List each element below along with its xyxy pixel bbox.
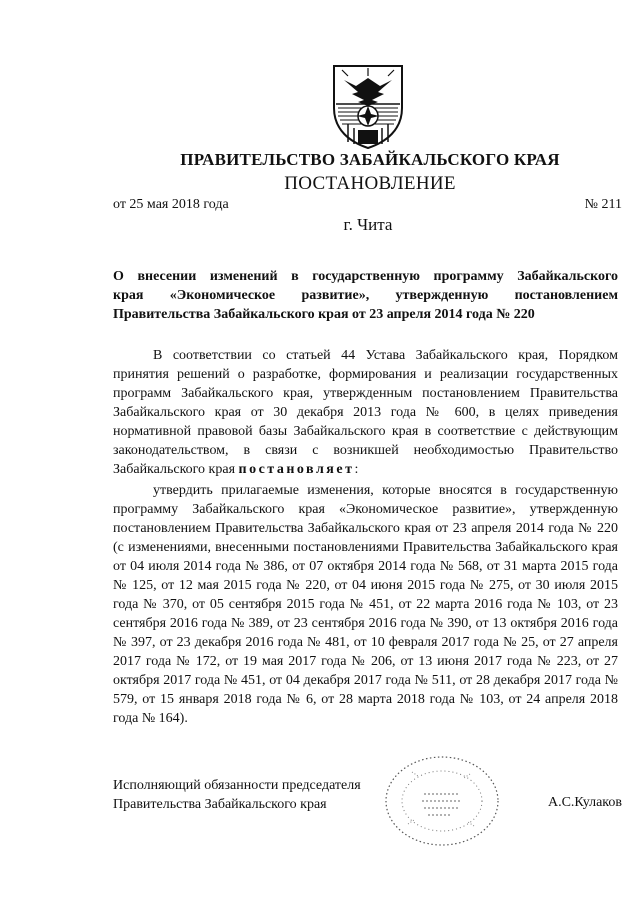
official-seal-icon xyxy=(382,754,502,848)
subject-line: О внесении изменений в государственную программу Забайкальского xyxy=(113,269,618,284)
document-date: от 25 мая 2018 года xyxy=(113,197,229,212)
document-type: ПОСТАНОВЛЕНИЕ xyxy=(284,173,456,194)
preamble-text: В соответствии со статьей 44 Устава Забайкальского края, Порядком принятия решений о разработке, формирования и реализации государственных программ Забайкальского края, утвержденным постановлением Правительства Забайкальского края от 30 декабря 2013 года № 600, в целях приведения нормативной правовой базы Забайкальского края в соответствие с действующим законодательством, в связи с возникшей необходимостью Правительство Забайкальского края xyxy=(113,348,618,477)
signer-name: А.С.Кулаков xyxy=(547,795,622,810)
signer-position-line: Правительства Забайкальского края xyxy=(113,797,327,812)
document-number: № 211 xyxy=(584,197,622,212)
government-title: ПРАВИТЕЛЬСТВО ЗАБАЙКАЛЬСКОГО КРАЯ xyxy=(180,150,560,169)
document-city: г. Чита xyxy=(343,215,393,234)
subject-line: края «Экономическое развитие», утвержденную постановлением xyxy=(113,288,618,303)
resolution-paragraph: утвердить прилагаемые изменения, которые вносятся в государственную программу Забайкальского края «Экономическое развитие», утвержденную постановлением Правительства Забайкальского края от 23 апреля 2014 года № 220 (с изменениями, внесенными постановлениями Правительства Забайкальского края от 04 июля 2014 года № 386, от 07 октября 2014 года № 568, от 31 марта 2015 года № 125, от 12 мая 2015 года № 220, от 04 июня 2015 года № 275, от 30 июля 2015 года № 370, от 05 сентября 2015 года № 451, от 22 марта 2016 года № 103, от 23 сентября 2016 года № 389, от 23 сентября 2016 года № 390, от 13 октября 2016 года № 397, от 23 декабря 2016 года № 481, от 10 февраля 2017 года № 25, от 27 апреля 2017 года № 172, от 19 мая 2017 года № 206, от 13 июня 2017 года № 223, от 27 октября 2017 года № 451, от 04 декабря 2017 года № 511, от 28 декабря 2017 года № 579, от 15 января 2018 года № 6, от 28 марта 2018 года № 103, от 24 апреля 2018 года № 164). xyxy=(113,483,618,726)
document-subject xyxy=(113,267,618,324)
preamble-paragraph xyxy=(113,346,618,479)
signer-position-line: Исполняющий обязанности председателя xyxy=(113,778,361,793)
coat-of-arms-icon xyxy=(328,58,408,150)
subject-line: Правительства Забайкальского края от 23 апреля 2014 года № 220 xyxy=(113,307,535,322)
decree-suffix: : xyxy=(354,462,359,477)
decree-word: постановляет xyxy=(238,462,355,477)
signer-position xyxy=(113,776,361,814)
